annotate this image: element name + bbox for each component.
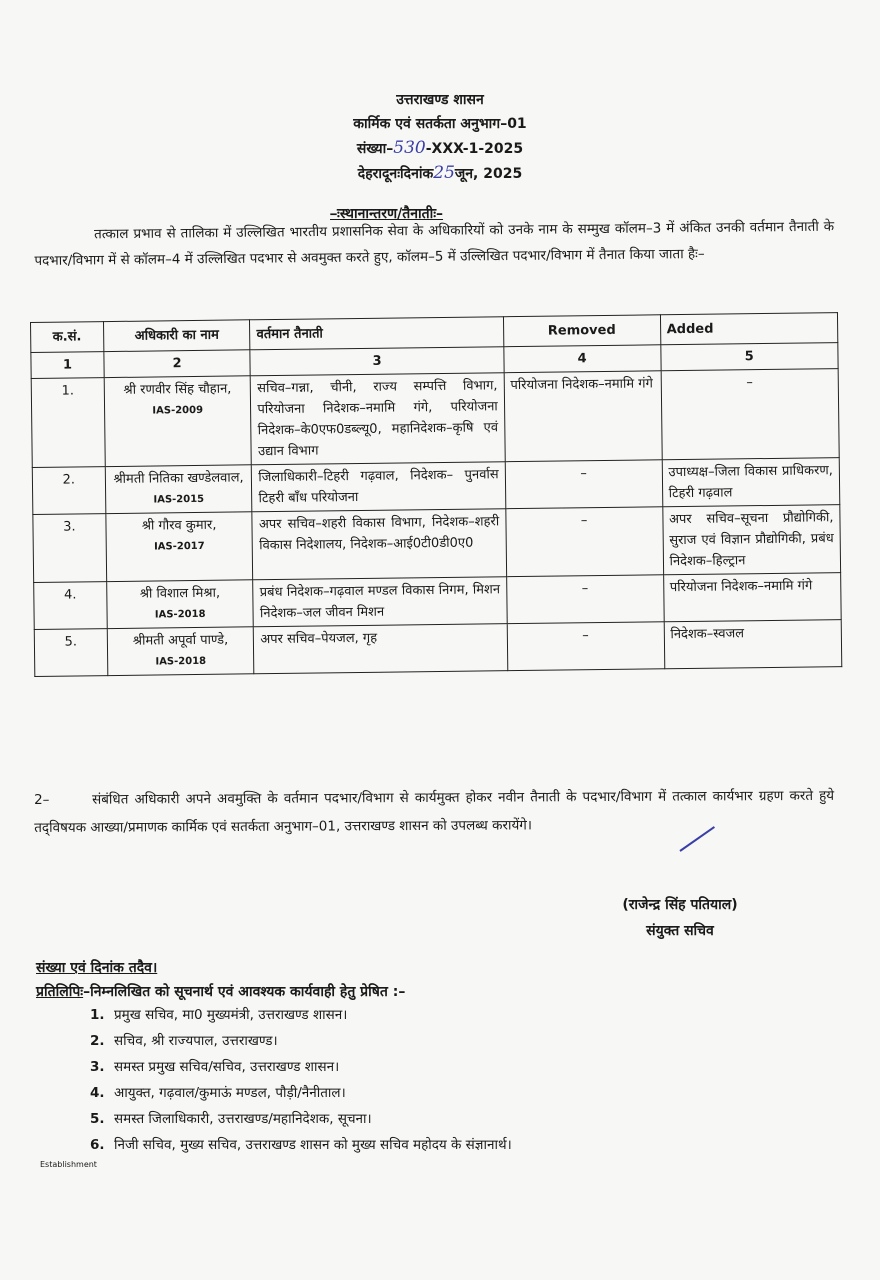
header-current: वर्तमान तैनाती <box>250 317 504 350</box>
date-label: देहरादूनःदिनांक <box>357 166 434 182</box>
officer-batch: IAS-2009 <box>152 404 204 417</box>
header-sn: क.सं. <box>31 322 104 353</box>
department-name: कार्मिक एवं सतर्कता अनुभाग–01 <box>353 116 527 132</box>
officer-batch: IAS-2018 <box>154 608 206 621</box>
officer-cell <box>107 627 254 676</box>
instruction-text: संबंधित अधिकारी अपने अवमुक्ति के वर्तमान पदभार/विभाग से कार्यमुक्त होकर नवीन तैनाती के पदभार/विभाग में तत्काल कार्यभार ग्रहण करते हुये तद्‌विषयक आख्या/प्रमाणक कार्मिक एवं सतर्कता अनुभाग–01, उत्तराखण्ड शासन को उपलब्ध करायेंगे। <box>34 787 835 836</box>
removed-posting: परियोजना निदेशक–नमामि गंगे <box>504 371 662 462</box>
list-item: 1. प्रमुख सचिव, मा0 मुख्यमंत्री, उत्तराखण्ड शासन। <box>90 1007 348 1023</box>
row-sn: 3. <box>33 514 107 583</box>
copy-label: प्रतिलिपिः <box>36 984 84 1000</box>
list-item: 3. समस्त प्रमुख सचिव/सचिव, उत्तराखण्ड शासन। <box>90 1059 340 1075</box>
list-item: 5. समस्त जिलाधिकारी, उत्तराखण्ड/महानिदेशक, सूचना। <box>90 1111 372 1127</box>
copy-heading-block <box>36 956 405 1004</box>
officer-batch: IAS-2017 <box>153 540 205 553</box>
current-posting: सचिव–गन्ना, चीनी, राज्य सम्पत्ति विभाग, परियोजना निदेशक–नमामि गंगे, परियोजना निदेशक–के0एफ0डब्ल्यू0, महानिदेशक–कृषि एवं उद्यान विभाग <box>251 373 505 465</box>
intro-text: तत्काल प्रभाव से तालिका में उल्लिखित भारतीय प्रशासनिक सेवा के अधिकारियों को उनके नाम के सम्मुख कॉलम–3 में अंकित उनकी वर्तमान तैनाती के पदभार/विभाग में से कॉलम–4 में उल्लिखित पदभार से अवमुक्त करते हुए, कॉलम–5 में उल्लिखित पदभार/विभाग में तैनात किया जाता हैः– <box>34 218 835 269</box>
removed-posting: – <box>507 622 664 671</box>
table-row <box>31 369 839 468</box>
order-date <box>300 161 580 186</box>
reference-line: संख्या एवं दिनांक तदैव। <box>36 960 158 976</box>
intro-paragraph <box>34 214 835 274</box>
added-posting: परियोजना निदेशक–नमामि गंगे <box>663 573 841 622</box>
row-sn: 4. <box>34 582 107 630</box>
signatory-title: संयुक्त सचिव <box>646 923 714 939</box>
current-posting: अपर सचिव–शहरी विकास विभाग, निदेशक–शहरी विकास निदेशालय, निदेशक–आई0टी0डी0ए0 <box>252 509 506 580</box>
list-item: 4. आयुक्त, गढ़वाल/कुमाऊं मण्डल, पौड़ी/नैनीताल। <box>90 1085 346 1101</box>
table-row <box>34 620 842 677</box>
current-posting: जिलाधिकारी–टिहरी गढ़वाल, निदेशक– पुनर्वास टिहरी बाँध परियोजना <box>252 462 506 512</box>
col-num-5: 5 <box>660 343 838 371</box>
officer-name: श्री विशाल मिश्रा, <box>139 585 221 602</box>
current-posting: प्रबंध निदेशक–गढ़वाल मण्डल विकास निगम, मिशन निदेशक–जल जीवन मिशन <box>253 577 507 627</box>
officer-name: श्री रणवीर सिंह चौहान, <box>123 381 232 398</box>
row-sn: 5. <box>34 629 107 677</box>
removed-posting: – <box>506 507 664 577</box>
government-name: उत्तराखण्ड शासन <box>396 92 484 108</box>
col-num-4: 4 <box>504 345 661 373</box>
instruction-paragraph <box>34 782 834 842</box>
subject-heading: –ःस्थानान्तरण/तैनातीः– <box>330 206 444 222</box>
row-sn: 2. <box>32 467 105 515</box>
order-number-suffix: -XXX-1-2025 <box>425 141 524 157</box>
removed-posting: – <box>506 575 663 624</box>
officer-name: श्रीमती अपूर्वा पाण्डे, <box>132 632 229 649</box>
document-header <box>300 88 580 186</box>
officer-cell <box>105 465 252 514</box>
removed-posting: – <box>505 460 662 509</box>
signatory-block <box>600 892 760 944</box>
officer-cell <box>104 376 252 467</box>
header-removed: Removed <box>503 315 660 347</box>
handwritten-number: 530 <box>393 138 426 158</box>
added-posting: निदेशक–स्वजल <box>664 620 842 669</box>
transfer-table <box>30 312 842 677</box>
officer-name: श्रीमती नितिका खण्डेलवाल, <box>113 470 244 487</box>
order-number <box>300 136 580 161</box>
copy-heading-text: –निम्नलिखित को सूचनार्थ एवं आवश्यक कार्यवाही हेतु प्रेषित :– <box>83 984 406 1000</box>
officer-name: श्री गौरव कुमार, <box>141 517 217 534</box>
officer-cell <box>106 580 253 629</box>
officer-batch: IAS-2015 <box>153 493 205 506</box>
list-item: 2. सचिव, श्री राज्यपाल, उत्तराखण्ड। <box>90 1033 278 1049</box>
header-added: Added <box>660 313 838 345</box>
signatory-name: (राजेन्द्र सिंह पतियाल) <box>622 897 738 913</box>
row-sn: 1. <box>31 378 105 468</box>
current-posting: अपर सचिव–पेयजल, गृह <box>254 624 508 674</box>
added-posting: अपर सचिव–सूचना प्रौद्योगिकी, सुराज एवं विज्ञान प्रौद्योगिकी, प्रबंध निदेशक–हिल्ट्रान <box>662 505 840 575</box>
added-posting: उपाध्यक्ष–जिला विकास प्राधिकरण, टिहरी गढ़वाल <box>662 458 840 507</box>
date-suffix: जून, 2025 <box>454 166 523 182</box>
table-row <box>33 505 841 583</box>
col-num-3: 3 <box>250 347 504 376</box>
paragraph-number: 2– <box>34 791 50 808</box>
col-num-2: 2 <box>104 350 251 378</box>
copy-recipient-list <box>90 1002 512 1158</box>
officer-batch: IAS-2018 <box>155 655 207 668</box>
col-num-1: 1 <box>31 352 104 379</box>
copy-heading <box>36 980 405 1004</box>
officer-cell <box>106 512 253 582</box>
footer-section-label: Establishment <box>40 1160 97 1169</box>
list-item: 6. निजी सचिव, मुख्य सचिव, उत्तराखण्ड शासन को मुख्य सचिव महोदय के संज्ञानार्थ। <box>90 1137 512 1153</box>
header-name: अधिकारी का नाम <box>103 320 250 352</box>
order-number-label: संख्या– <box>356 141 394 157</box>
handwritten-day: 25 <box>433 163 455 183</box>
added-posting: – <box>661 369 840 460</box>
